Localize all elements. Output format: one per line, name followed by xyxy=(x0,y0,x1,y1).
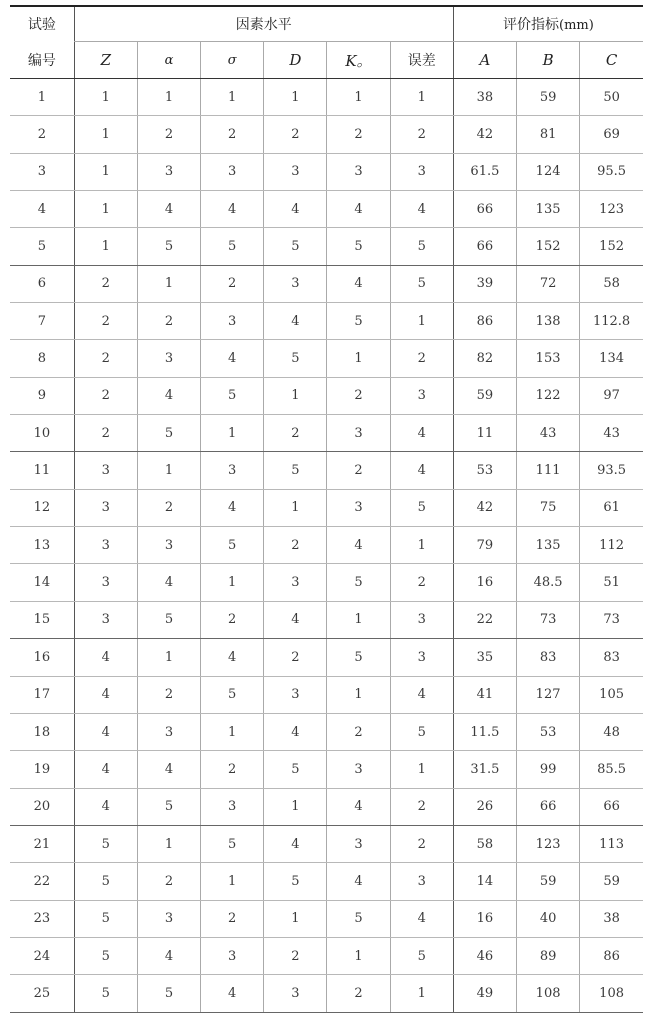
cell-indicator-c: 112.8 xyxy=(580,303,643,340)
cell-error: 1 xyxy=(390,79,453,116)
table-row xyxy=(10,788,643,825)
cell-factor-d: 5 xyxy=(264,751,327,788)
cell-factor-sigma: 4 xyxy=(201,340,264,377)
cell-indicator-a: 42 xyxy=(453,116,516,153)
cell-error: 1 xyxy=(390,975,453,1012)
cell-trial-no: 13 xyxy=(10,527,74,564)
cell-indicator-c: 66 xyxy=(580,788,643,825)
cell-factor-z: 5 xyxy=(74,975,137,1012)
cell-factor-sigma: 4 xyxy=(201,975,264,1012)
cell-indicator-b: 153 xyxy=(517,340,580,377)
cell-factor-alpha: 5 xyxy=(137,228,200,265)
cell-factor-k0: 5 xyxy=(327,303,390,340)
cell-factor-k0: 1 xyxy=(327,79,390,116)
table-row xyxy=(10,452,643,489)
cell-indicator-b: 135 xyxy=(517,527,580,564)
cell-trial-no: 5 xyxy=(10,228,74,265)
cell-error: 5 xyxy=(390,228,453,265)
cell-error: 4 xyxy=(390,676,453,713)
cell-indicator-b: 99 xyxy=(517,751,580,788)
cell-indicator-a: 16 xyxy=(453,900,516,937)
cell-indicator-c: 83 xyxy=(580,639,643,676)
cell-indicator-b: 53 xyxy=(517,713,580,750)
cell-indicator-a: 49 xyxy=(453,975,516,1012)
cell-trial-no: 1 xyxy=(10,79,74,116)
cell-factor-alpha: 3 xyxy=(137,153,200,190)
cell-error: 5 xyxy=(390,713,453,750)
table-row xyxy=(10,975,643,1012)
cell-error: 3 xyxy=(390,153,453,190)
cell-factor-z: 3 xyxy=(74,452,137,489)
cell-indicator-b: 81 xyxy=(517,116,580,153)
cell-indicator-b: 59 xyxy=(517,79,580,116)
cell-factor-z: 4 xyxy=(74,713,137,750)
cell-factor-d: 1 xyxy=(264,788,327,825)
table-row xyxy=(10,863,643,900)
trial-header-line1: 试验 xyxy=(27,16,56,33)
cell-factor-z: 3 xyxy=(74,489,137,526)
cell-indicator-a: 86 xyxy=(453,303,516,340)
cell-factor-d: 3 xyxy=(264,153,327,190)
col-header-z: Z xyxy=(74,42,137,79)
cell-factor-sigma: 2 xyxy=(201,751,264,788)
cell-indicator-a: 42 xyxy=(453,489,516,526)
cell-indicator-c: 69 xyxy=(580,116,643,153)
cell-factor-d: 5 xyxy=(264,340,327,377)
cell-factor-z: 4 xyxy=(74,639,137,676)
table-row xyxy=(10,191,643,228)
cell-indicator-c: 152 xyxy=(580,228,643,265)
cell-factor-alpha: 3 xyxy=(137,527,200,564)
cell-factor-d: 4 xyxy=(264,825,327,862)
cell-factor-k0: 3 xyxy=(327,153,390,190)
cell-factor-alpha: 1 xyxy=(137,639,200,676)
cell-error: 2 xyxy=(390,564,453,601)
cell-factor-d: 1 xyxy=(264,489,327,526)
cell-indicator-b: 122 xyxy=(517,377,580,414)
cell-trial-no: 18 xyxy=(10,713,74,750)
cell-indicator-a: 22 xyxy=(453,601,516,638)
cell-factor-k0: 3 xyxy=(327,825,390,862)
cell-indicator-a: 31.5 xyxy=(453,751,516,788)
cell-factor-sigma: 1 xyxy=(201,863,264,900)
cell-factor-sigma: 3 xyxy=(201,452,264,489)
cell-indicator-b: 89 xyxy=(517,937,580,974)
cell-indicator-b: 138 xyxy=(517,303,580,340)
cell-factor-sigma: 5 xyxy=(201,228,264,265)
cell-factor-d: 3 xyxy=(264,676,327,713)
cell-indicator-c: 134 xyxy=(580,340,643,377)
cell-factor-alpha: 2 xyxy=(137,863,200,900)
cell-factor-k0: 3 xyxy=(327,751,390,788)
cell-factor-sigma: 1 xyxy=(201,415,264,452)
cell-indicator-a: 16 xyxy=(453,564,516,601)
cell-error: 5 xyxy=(390,489,453,526)
cell-indicator-b: 123 xyxy=(517,825,580,862)
table-row xyxy=(10,265,643,302)
cell-factor-k0: 2 xyxy=(327,975,390,1012)
table-row xyxy=(10,676,643,713)
cell-indicator-a: 59 xyxy=(453,377,516,414)
trial-header-line2: 编号 xyxy=(27,52,56,69)
cell-factor-alpha: 4 xyxy=(137,191,200,228)
cell-factor-d: 1 xyxy=(264,900,327,937)
cell-trial-no: 20 xyxy=(10,788,74,825)
cell-indicator-c: 61 xyxy=(580,489,643,526)
cell-factor-sigma: 2 xyxy=(201,265,264,302)
cell-factor-z: 1 xyxy=(74,228,137,265)
cell-factor-alpha: 2 xyxy=(137,116,200,153)
cell-indicator-b: 48.5 xyxy=(517,564,580,601)
cell-factor-k0: 5 xyxy=(327,900,390,937)
cell-trial-no: 17 xyxy=(10,676,74,713)
cell-indicator-c: 95.5 xyxy=(580,153,643,190)
cell-factor-k0: 5 xyxy=(327,639,390,676)
cell-factor-sigma: 2 xyxy=(201,900,264,937)
cell-indicator-a: 11 xyxy=(453,415,516,452)
cell-indicator-b: 73 xyxy=(517,601,580,638)
cell-factor-sigma: 3 xyxy=(201,153,264,190)
cell-trial-no: 22 xyxy=(10,863,74,900)
cell-trial-no: 25 xyxy=(10,975,74,1012)
cell-factor-d: 4 xyxy=(264,303,327,340)
cell-indicator-b: 108 xyxy=(517,975,580,1012)
cell-indicator-b: 127 xyxy=(517,676,580,713)
cell-factor-z: 4 xyxy=(74,751,137,788)
cell-trial-no: 6 xyxy=(10,265,74,302)
cell-factor-k0: 2 xyxy=(327,713,390,750)
cell-factor-sigma: 1 xyxy=(201,564,264,601)
cell-factor-z: 3 xyxy=(74,564,137,601)
cell-indicator-c: 108 xyxy=(580,975,643,1012)
cell-factor-z: 2 xyxy=(74,377,137,414)
col-header-sigma: σ xyxy=(201,42,264,79)
cell-factor-d: 2 xyxy=(264,937,327,974)
cell-factor-z: 1 xyxy=(74,153,137,190)
cell-indicator-c: 123 xyxy=(580,191,643,228)
cell-indicator-b: 152 xyxy=(517,228,580,265)
table-row xyxy=(10,527,643,564)
factor-levels-header: 因素水平 xyxy=(74,6,453,42)
cell-factor-alpha: 1 xyxy=(137,79,200,116)
cell-factor-k0: 4 xyxy=(327,191,390,228)
cell-factor-d: 5 xyxy=(264,863,327,900)
cell-factor-d: 4 xyxy=(264,601,327,638)
cell-factor-k0: 4 xyxy=(327,527,390,564)
cell-factor-k0: 2 xyxy=(327,377,390,414)
cell-factor-z: 1 xyxy=(74,191,137,228)
table-row xyxy=(10,153,643,190)
cell-indicator-a: 46 xyxy=(453,937,516,974)
cell-trial-no: 3 xyxy=(10,153,74,190)
cell-factor-d: 3 xyxy=(264,564,327,601)
cell-factor-alpha: 2 xyxy=(137,303,200,340)
cell-factor-alpha: 1 xyxy=(137,825,200,862)
cell-factor-sigma: 1 xyxy=(201,713,264,750)
col-header-b: B xyxy=(517,42,580,79)
table-row xyxy=(10,303,643,340)
cell-indicator-a: 35 xyxy=(453,639,516,676)
cell-factor-alpha: 4 xyxy=(137,751,200,788)
cell-factor-k0: 2 xyxy=(327,116,390,153)
cell-indicator-a: 66 xyxy=(453,228,516,265)
cell-trial-no: 2 xyxy=(10,116,74,153)
cell-factor-z: 5 xyxy=(74,825,137,862)
evaluation-indicators-header xyxy=(453,6,643,42)
cell-factor-k0: 4 xyxy=(327,863,390,900)
cell-indicator-b: 59 xyxy=(517,863,580,900)
cell-indicator-b: 111 xyxy=(517,452,580,489)
cell-factor-z: 2 xyxy=(74,415,137,452)
cell-error: 1 xyxy=(390,527,453,564)
cell-factor-z: 5 xyxy=(74,937,137,974)
cell-factor-alpha: 5 xyxy=(137,601,200,638)
cell-indicator-c: 59 xyxy=(580,863,643,900)
cell-indicator-a: 61.5 xyxy=(453,153,516,190)
cell-factor-z: 2 xyxy=(74,340,137,377)
table-row xyxy=(10,489,643,526)
cell-indicator-c: 50 xyxy=(580,79,643,116)
cell-indicator-a: 11.5 xyxy=(453,713,516,750)
cell-trial-no: 11 xyxy=(10,452,74,489)
cell-error: 3 xyxy=(390,639,453,676)
cell-factor-d: 5 xyxy=(264,228,327,265)
cell-indicator-a: 58 xyxy=(453,825,516,862)
table-row xyxy=(10,639,643,676)
cell-factor-k0: 3 xyxy=(327,415,390,452)
cell-factor-d: 2 xyxy=(264,415,327,452)
cell-factor-sigma: 4 xyxy=(201,639,264,676)
table-row xyxy=(10,377,643,414)
cell-factor-sigma: 1 xyxy=(201,79,264,116)
cell-factor-z: 1 xyxy=(74,79,137,116)
col-header-k0: K。 xyxy=(327,42,390,79)
cell-factor-alpha: 2 xyxy=(137,489,200,526)
indicators-unit: (mm) xyxy=(559,18,594,33)
trial-number-header xyxy=(10,6,74,79)
cell-indicator-a: 41 xyxy=(453,676,516,713)
table-row xyxy=(10,937,643,974)
cell-indicator-b: 75 xyxy=(517,489,580,526)
col-header-alpha: α xyxy=(137,42,200,79)
cell-indicator-c: 112 xyxy=(580,527,643,564)
cell-trial-no: 10 xyxy=(10,415,74,452)
table-row xyxy=(10,825,643,862)
cell-factor-sigma: 2 xyxy=(201,601,264,638)
cell-indicator-b: 43 xyxy=(517,415,580,452)
table-body xyxy=(10,79,643,1013)
cell-factor-k0: 1 xyxy=(327,601,390,638)
cell-error: 1 xyxy=(390,303,453,340)
cell-factor-z: 4 xyxy=(74,788,137,825)
cell-factor-sigma: 3 xyxy=(201,788,264,825)
cell-factor-k0: 2 xyxy=(327,452,390,489)
cell-indicator-c: 113 xyxy=(580,825,643,862)
orthogonal-test-table xyxy=(10,5,643,1013)
cell-indicator-b: 66 xyxy=(517,788,580,825)
cell-factor-sigma: 5 xyxy=(201,825,264,862)
cell-factor-alpha: 5 xyxy=(137,788,200,825)
cell-factor-sigma: 5 xyxy=(201,676,264,713)
table-row xyxy=(10,751,643,788)
col-header-c: C xyxy=(580,42,643,79)
cell-indicator-b: 124 xyxy=(517,153,580,190)
cell-error: 2 xyxy=(390,340,453,377)
cell-error: 3 xyxy=(390,377,453,414)
indicators-label: 评价指标 xyxy=(503,17,559,33)
cell-indicator-a: 82 xyxy=(453,340,516,377)
cell-factor-z: 2 xyxy=(74,303,137,340)
cell-trial-no: 24 xyxy=(10,937,74,974)
cell-factor-z: 5 xyxy=(74,900,137,937)
cell-factor-z: 3 xyxy=(74,527,137,564)
cell-factor-sigma: 3 xyxy=(201,937,264,974)
cell-factor-d: 2 xyxy=(264,527,327,564)
cell-indicator-c: 51 xyxy=(580,564,643,601)
cell-indicator-c: 86 xyxy=(580,937,643,974)
cell-indicator-b: 40 xyxy=(517,900,580,937)
cell-factor-alpha: 3 xyxy=(137,340,200,377)
cell-factor-z: 1 xyxy=(74,116,137,153)
cell-indicator-c: 93.5 xyxy=(580,452,643,489)
col-header-error: 误差 xyxy=(390,42,453,79)
cell-indicator-a: 53 xyxy=(453,452,516,489)
cell-error: 4 xyxy=(390,415,453,452)
cell-factor-k0: 5 xyxy=(327,228,390,265)
cell-error: 2 xyxy=(390,825,453,862)
cell-factor-d: 4 xyxy=(264,191,327,228)
cell-trial-no: 9 xyxy=(10,377,74,414)
cell-trial-no: 4 xyxy=(10,191,74,228)
cell-indicator-a: 26 xyxy=(453,788,516,825)
cell-indicator-a: 38 xyxy=(453,79,516,116)
cell-factor-k0: 4 xyxy=(327,788,390,825)
cell-error: 2 xyxy=(390,788,453,825)
cell-factor-alpha: 4 xyxy=(137,564,200,601)
cell-error: 4 xyxy=(390,452,453,489)
cell-factor-d: 3 xyxy=(264,975,327,1012)
cell-factor-k0: 3 xyxy=(327,489,390,526)
cell-factor-alpha: 3 xyxy=(137,713,200,750)
cell-trial-no: 21 xyxy=(10,825,74,862)
cell-factor-d: 2 xyxy=(264,116,327,153)
cell-indicator-a: 66 xyxy=(453,191,516,228)
cell-error: 4 xyxy=(390,900,453,937)
table-row xyxy=(10,340,643,377)
cell-indicator-c: 58 xyxy=(580,265,643,302)
cell-error: 2 xyxy=(390,116,453,153)
cell-error: 1 xyxy=(390,751,453,788)
cell-error: 5 xyxy=(390,937,453,974)
cell-factor-alpha: 5 xyxy=(137,415,200,452)
cell-factor-k0: 1 xyxy=(327,340,390,377)
cell-factor-alpha: 1 xyxy=(137,265,200,302)
cell-factor-sigma: 5 xyxy=(201,377,264,414)
cell-indicator-b: 83 xyxy=(517,639,580,676)
cell-trial-no: 14 xyxy=(10,564,74,601)
cell-factor-alpha: 3 xyxy=(137,900,200,937)
cell-indicator-c: 38 xyxy=(580,900,643,937)
cell-error: 5 xyxy=(390,265,453,302)
cell-error: 3 xyxy=(390,601,453,638)
table-row xyxy=(10,601,643,638)
table-row xyxy=(10,564,643,601)
cell-trial-no: 23 xyxy=(10,900,74,937)
cell-factor-k0: 1 xyxy=(327,676,390,713)
cell-factor-d: 2 xyxy=(264,639,327,676)
cell-trial-no: 8 xyxy=(10,340,74,377)
cell-factor-d: 3 xyxy=(264,265,327,302)
cell-factor-z: 2 xyxy=(74,265,137,302)
cell-trial-no: 16 xyxy=(10,639,74,676)
cell-factor-d: 1 xyxy=(264,377,327,414)
cell-indicator-c: 85.5 xyxy=(580,751,643,788)
cell-factor-d: 4 xyxy=(264,713,327,750)
cell-factor-alpha: 2 xyxy=(137,676,200,713)
table-row xyxy=(10,713,643,750)
cell-indicator-b: 72 xyxy=(517,265,580,302)
cell-trial-no: 7 xyxy=(10,303,74,340)
cell-factor-alpha: 4 xyxy=(137,377,200,414)
cell-trial-no: 12 xyxy=(10,489,74,526)
cell-indicator-c: 97 xyxy=(580,377,643,414)
cell-trial-no: 19 xyxy=(10,751,74,788)
cell-factor-d: 1 xyxy=(264,79,327,116)
col-header-a: A xyxy=(453,42,516,79)
cell-factor-z: 3 xyxy=(74,601,137,638)
cell-factor-sigma: 3 xyxy=(201,303,264,340)
cell-indicator-c: 43 xyxy=(580,415,643,452)
cell-factor-sigma: 2 xyxy=(201,116,264,153)
table-row xyxy=(10,79,643,116)
cell-factor-sigma: 4 xyxy=(201,489,264,526)
cell-indicator-a: 14 xyxy=(453,863,516,900)
cell-factor-alpha: 5 xyxy=(137,975,200,1012)
cell-indicator-a: 39 xyxy=(453,265,516,302)
table-row xyxy=(10,900,643,937)
cell-factor-z: 5 xyxy=(74,863,137,900)
cell-factor-k0: 5 xyxy=(327,564,390,601)
table-row xyxy=(10,228,643,265)
cell-factor-z: 4 xyxy=(74,676,137,713)
cell-error: 3 xyxy=(390,863,453,900)
table-row xyxy=(10,116,643,153)
cell-indicator-c: 73 xyxy=(580,601,643,638)
cell-trial-no: 15 xyxy=(10,601,74,638)
cell-indicator-c: 48 xyxy=(580,713,643,750)
cell-indicator-a: 79 xyxy=(453,527,516,564)
col-header-d: D xyxy=(264,42,327,79)
cell-indicator-c: 105 xyxy=(580,676,643,713)
cell-error: 4 xyxy=(390,191,453,228)
cell-factor-k0: 4 xyxy=(327,265,390,302)
table-header xyxy=(10,6,643,79)
cell-indicator-b: 135 xyxy=(517,191,580,228)
cell-factor-alpha: 1 xyxy=(137,452,200,489)
cell-factor-sigma: 5 xyxy=(201,527,264,564)
cell-factor-sigma: 4 xyxy=(201,191,264,228)
cell-factor-alpha: 4 xyxy=(137,937,200,974)
cell-factor-d: 5 xyxy=(264,452,327,489)
cell-factor-k0: 1 xyxy=(327,937,390,974)
table-row xyxy=(10,415,643,452)
